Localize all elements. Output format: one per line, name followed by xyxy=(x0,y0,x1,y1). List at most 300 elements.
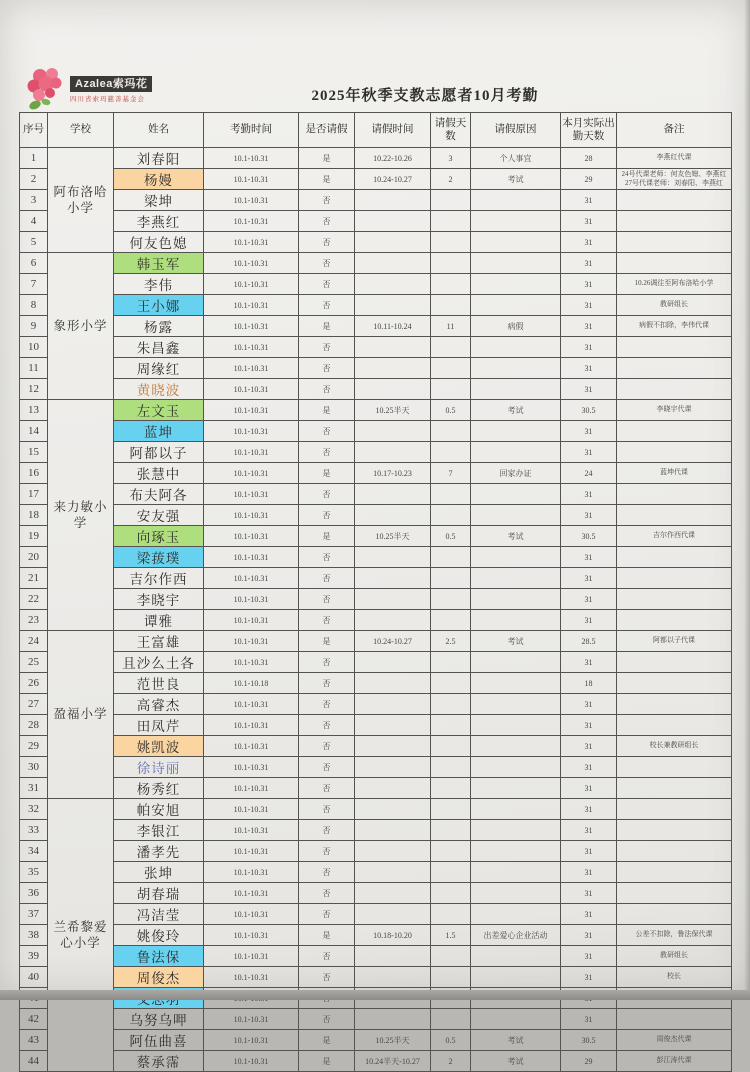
cell-leave-period xyxy=(355,715,431,736)
cell-leave-flag: 否 xyxy=(299,295,355,316)
cell-remark: 周俊杰代课 xyxy=(617,1030,732,1051)
cell-remark xyxy=(617,190,732,211)
cell-leave-flag: 是 xyxy=(299,925,355,946)
cell-attendance-period: 10.1-10.31 xyxy=(204,316,299,337)
cell-actual-days: 31 xyxy=(561,379,617,400)
cell-leave-reason xyxy=(471,484,561,505)
cell-leave-flag: 否 xyxy=(299,379,355,400)
cell-leave-flag: 否 xyxy=(299,442,355,463)
cell-volunteer-name: 姚凯波 xyxy=(114,736,204,757)
cell-leave-period: 10.24-10.27 xyxy=(355,169,431,190)
cell-serial-number: 44 xyxy=(20,1051,48,1072)
cell-leave-flag: 否 xyxy=(299,862,355,883)
cell-serial-number: 22 xyxy=(20,589,48,610)
table-header-row xyxy=(20,113,732,148)
cell-actual-days: 31 xyxy=(561,757,617,778)
cell-actual-days: 31 xyxy=(561,316,617,337)
cell-attendance-period: 10.1-10.31 xyxy=(204,778,299,799)
cell-actual-days: 31 xyxy=(561,1009,617,1030)
cell-actual-days: 24 xyxy=(561,463,617,484)
table-row xyxy=(20,211,732,232)
cell-volunteer-name: 梁坤 xyxy=(114,190,204,211)
cell-leave-flag: 否 xyxy=(299,610,355,631)
cell-leave-reason xyxy=(471,715,561,736)
cell-serial-number: 18 xyxy=(20,505,48,526)
cell-attendance-period: 10.1-10.31 xyxy=(204,547,299,568)
cell-attendance-period: 10.1-10.31 xyxy=(204,526,299,547)
cell-leave-flag: 是 xyxy=(299,1051,355,1072)
cell-leave-reason xyxy=(471,589,561,610)
cell-attendance-period: 10.1-10.31 xyxy=(204,589,299,610)
cell-remark: 教研组长 xyxy=(617,946,732,967)
cell-volunteer-name: 周俊杰 xyxy=(114,967,204,988)
table-row xyxy=(20,652,732,673)
cell-leave-period xyxy=(355,967,431,988)
cell-remark xyxy=(617,547,732,568)
cell-volunteer-name: 乌努乌呷 xyxy=(114,1009,204,1030)
cell-attendance-period: 10.1-10.31 xyxy=(204,253,299,274)
cell-volunteer-name: 胡春瑞 xyxy=(114,883,204,904)
cell-actual-days: 31 xyxy=(561,547,617,568)
cell-leave-days: 0.5 xyxy=(431,526,471,547)
table-row xyxy=(20,799,732,820)
cell-remark: 蓝坤代课 xyxy=(617,463,732,484)
cell-volunteer-name: 鲁法保 xyxy=(114,946,204,967)
cell-attendance-period: 10.1-10.31 xyxy=(204,1030,299,1051)
table-row xyxy=(20,694,732,715)
column-header: 本月实际出勤天数 xyxy=(561,113,617,148)
cell-serial-number: 4 xyxy=(20,211,48,232)
organization-name: Azalea索玛花 xyxy=(70,76,152,92)
cell-volunteer-name: 李晓宇 xyxy=(114,589,204,610)
cell-remark xyxy=(617,1009,732,1030)
cell-leave-period xyxy=(355,589,431,610)
cell-attendance-period: 10.1-10.31 xyxy=(204,631,299,652)
cell-attendance-period: 10.1-10.31 xyxy=(204,1051,299,1072)
cell-leave-reason: 考试 xyxy=(471,169,561,190)
column-header: 备注 xyxy=(617,113,732,148)
cell-leave-flag: 是 xyxy=(299,316,355,337)
cell-remark: 公差不扣除，鲁法保代课 xyxy=(617,925,732,946)
cell-leave-reason xyxy=(471,568,561,589)
cell-actual-days: 31 xyxy=(561,190,617,211)
cell-remark xyxy=(617,673,732,694)
column-header: 学校 xyxy=(48,113,114,148)
cell-leave-days xyxy=(431,337,471,358)
cell-leave-days xyxy=(431,673,471,694)
cell-leave-period xyxy=(355,820,431,841)
cell-leave-reason xyxy=(471,673,561,694)
cell-leave-flag: 是 xyxy=(299,148,355,169)
cell-leave-days: 7 xyxy=(431,463,471,484)
table-row xyxy=(20,400,732,421)
cell-actual-days: 31 xyxy=(561,736,617,757)
cell-actual-days: 31 xyxy=(561,442,617,463)
cell-serial-number: 28 xyxy=(20,715,48,736)
cell-leave-period xyxy=(355,295,431,316)
cell-serial-number: 15 xyxy=(20,442,48,463)
cell-actual-days: 31 xyxy=(561,421,617,442)
cell-leave-reason xyxy=(471,904,561,925)
cell-leave-period xyxy=(355,253,431,274)
cell-attendance-period: 10.1-10.31 xyxy=(204,883,299,904)
cell-remark xyxy=(617,379,732,400)
table-row xyxy=(20,421,732,442)
cell-serial-number: 24 xyxy=(20,631,48,652)
cell-serial-number: 38 xyxy=(20,925,48,946)
cell-attendance-period: 10.1-10.31 xyxy=(204,757,299,778)
cell-leave-flag: 是 xyxy=(299,1030,355,1051)
cell-volunteer-name: 徐诗丽 xyxy=(114,757,204,778)
cell-attendance-period: 10.1-10.31 xyxy=(204,400,299,421)
cell-leave-days: 2 xyxy=(431,1051,471,1072)
cell-leave-reason xyxy=(471,547,561,568)
cell-leave-flag: 否 xyxy=(299,421,355,442)
cell-leave-days xyxy=(431,589,471,610)
cell-leave-days xyxy=(431,736,471,757)
cell-remark: 教研组长 xyxy=(617,295,732,316)
cell-leave-reason: 回家办证 xyxy=(471,463,561,484)
cell-actual-days: 31 xyxy=(561,211,617,232)
scan-edge-shadow-right xyxy=(744,0,750,1000)
cell-leave-period xyxy=(355,274,431,295)
cell-volunteer-name: 谭雅 xyxy=(114,610,204,631)
cell-leave-reason xyxy=(471,379,561,400)
cell-leave-days xyxy=(431,568,471,589)
cell-actual-days: 31 xyxy=(561,778,617,799)
cell-leave-flag: 否 xyxy=(299,778,355,799)
table-row xyxy=(20,568,732,589)
cell-leave-flag: 是 xyxy=(299,631,355,652)
cell-volunteer-name: 阿都以子 xyxy=(114,442,204,463)
cell-leave-days: 1.5 xyxy=(431,925,471,946)
table-row xyxy=(20,316,732,337)
cell-volunteer-name: 刘春阳 xyxy=(114,148,204,169)
cell-serial-number: 29 xyxy=(20,736,48,757)
cell-leave-days xyxy=(431,253,471,274)
cell-leave-reason xyxy=(471,274,561,295)
cell-volunteer-name: 李银江 xyxy=(114,820,204,841)
cell-actual-days: 31 xyxy=(561,568,617,589)
cell-leave-days xyxy=(431,946,471,967)
table-row xyxy=(20,841,732,862)
cell-remark xyxy=(617,820,732,841)
cell-serial-number: 35 xyxy=(20,862,48,883)
cell-actual-days: 28.5 xyxy=(561,631,617,652)
cell-leave-days xyxy=(431,442,471,463)
table-row xyxy=(20,442,732,463)
cell-actual-days: 31 xyxy=(561,820,617,841)
cell-leave-reason xyxy=(471,253,561,274)
cell-leave-period: 10.18-10.20 xyxy=(355,925,431,946)
cell-leave-days xyxy=(431,862,471,883)
cell-leave-flag: 是 xyxy=(299,169,355,190)
cell-leave-reason xyxy=(471,610,561,631)
table-row xyxy=(20,505,732,526)
cell-leave-flag: 是 xyxy=(299,463,355,484)
cell-remark xyxy=(617,652,732,673)
cell-serial-number: 25 xyxy=(20,652,48,673)
cell-leave-flag: 是 xyxy=(299,526,355,547)
cell-actual-days: 31 xyxy=(561,232,617,253)
cell-leave-reason xyxy=(471,862,561,883)
cell-remark xyxy=(617,253,732,274)
cell-leave-period xyxy=(355,337,431,358)
cell-leave-flag: 否 xyxy=(299,505,355,526)
cell-volunteer-name: 左文玉 xyxy=(114,400,204,421)
cell-remark: 病假不扣除，李伟代课 xyxy=(617,316,732,337)
sheet-header xyxy=(0,0,750,112)
cell-leave-reason xyxy=(471,757,561,778)
cell-leave-days xyxy=(431,757,471,778)
cell-leave-period xyxy=(355,694,431,715)
cell-actual-days: 31 xyxy=(561,841,617,862)
cell-leave-flag: 否 xyxy=(299,211,355,232)
cell-leave-flag: 否 xyxy=(299,1009,355,1030)
cell-serial-number: 27 xyxy=(20,694,48,715)
cell-leave-reason xyxy=(471,736,561,757)
cell-volunteer-name: 李伟 xyxy=(114,274,204,295)
cell-attendance-period: 10.1-10.31 xyxy=(204,190,299,211)
table-row xyxy=(20,631,732,652)
cell-leave-days xyxy=(431,379,471,400)
cell-leave-flag: 否 xyxy=(299,547,355,568)
table-row xyxy=(20,547,732,568)
cell-leave-period xyxy=(355,211,431,232)
cell-attendance-period: 10.1-10.31 xyxy=(204,715,299,736)
cell-leave-flag: 否 xyxy=(299,274,355,295)
table-row xyxy=(20,736,732,757)
cell-actual-days: 31 xyxy=(561,295,617,316)
cell-attendance-period: 10.1-10.31 xyxy=(204,274,299,295)
cell-actual-days: 18 xyxy=(561,673,617,694)
cell-leave-reason xyxy=(471,421,561,442)
cell-leave-reason: 考试 xyxy=(471,1030,561,1051)
cell-leave-days xyxy=(431,295,471,316)
table-row xyxy=(20,946,732,967)
cell-leave-flag: 否 xyxy=(299,967,355,988)
cell-attendance-period: 10.1-10.31 xyxy=(204,862,299,883)
column-header: 姓名 xyxy=(114,113,204,148)
table-row xyxy=(20,274,732,295)
cell-leave-days xyxy=(431,484,471,505)
cell-leave-period xyxy=(355,547,431,568)
cell-attendance-period: 10.1-10.18 xyxy=(204,673,299,694)
cell-serial-number: 36 xyxy=(20,883,48,904)
cell-volunteer-name: 杨嫚 xyxy=(114,169,204,190)
cell-remark: 24号代课老师：何友色媳、李燕红 27号代课老师：刘春阳、李燕红 xyxy=(617,169,732,190)
cell-attendance-period: 10.1-10.31 xyxy=(204,904,299,925)
cell-remark: 彭江涛代课 xyxy=(617,1051,732,1072)
cell-volunteer-name: 杨露 xyxy=(114,316,204,337)
table-row xyxy=(20,1051,732,1072)
cell-volunteer-name: 潘孝先 xyxy=(114,841,204,862)
cell-actual-days: 31 xyxy=(561,904,617,925)
cell-serial-number: 43 xyxy=(20,1030,48,1051)
cell-volunteer-name: 张坤 xyxy=(114,862,204,883)
cell-leave-days xyxy=(431,778,471,799)
cell-attendance-period: 10.1-10.31 xyxy=(204,610,299,631)
cell-leave-flag: 否 xyxy=(299,253,355,274)
cell-attendance-period: 10.1-10.31 xyxy=(204,1009,299,1030)
cell-leave-flag: 否 xyxy=(299,883,355,904)
cell-volunteer-name: 韩玉军 xyxy=(114,253,204,274)
cell-attendance-period: 10.1-10.31 xyxy=(204,232,299,253)
cell-leave-reason: 病假 xyxy=(471,316,561,337)
cell-leave-reason: 考试 xyxy=(471,1051,561,1072)
cell-leave-flag: 否 xyxy=(299,694,355,715)
cell-remark: 校长 xyxy=(617,967,732,988)
cell-leave-reason xyxy=(471,337,561,358)
cell-leave-period xyxy=(355,484,431,505)
cell-leave-period: 10.25半天 xyxy=(355,400,431,421)
table-row xyxy=(20,232,732,253)
cell-remark xyxy=(617,232,732,253)
cell-serial-number: 30 xyxy=(20,757,48,778)
cell-leave-flag: 否 xyxy=(299,337,355,358)
table-row xyxy=(20,589,732,610)
cell-actual-days: 31 xyxy=(561,652,617,673)
table-row xyxy=(20,1009,732,1030)
cell-serial-number: 31 xyxy=(20,778,48,799)
cell-serial-number: 37 xyxy=(20,904,48,925)
cell-actual-days: 31 xyxy=(561,967,617,988)
cell-remark xyxy=(617,862,732,883)
cell-remark: 10.26调往至阿布洛哈小学 xyxy=(617,274,732,295)
cell-serial-number: 17 xyxy=(20,484,48,505)
cell-leave-flag: 否 xyxy=(299,946,355,967)
cell-leave-reason xyxy=(471,232,561,253)
cell-leave-reason: 个人事宜 xyxy=(471,148,561,169)
cell-actual-days: 31 xyxy=(561,253,617,274)
cell-leave-period xyxy=(355,190,431,211)
cell-attendance-period: 10.1-10.31 xyxy=(204,442,299,463)
cell-leave-days xyxy=(431,883,471,904)
cell-attendance-period: 10.1-10.31 xyxy=(204,295,299,316)
cell-remark: 李燕红代课 xyxy=(617,148,732,169)
cell-remark xyxy=(617,211,732,232)
cell-leave-days: 0.5 xyxy=(431,1030,471,1051)
cell-serial-number: 3 xyxy=(20,190,48,211)
cell-volunteer-name: 姚俊玲 xyxy=(114,925,204,946)
cell-remark xyxy=(617,799,732,820)
cell-volunteer-name: 范世良 xyxy=(114,673,204,694)
table-row xyxy=(20,526,732,547)
cell-attendance-period: 10.1-10.31 xyxy=(204,484,299,505)
cell-serial-number: 26 xyxy=(20,673,48,694)
cell-leave-reason xyxy=(471,967,561,988)
cell-attendance-period: 10.1-10.31 xyxy=(204,379,299,400)
cell-leave-period xyxy=(355,904,431,925)
cell-leave-period: 10.17-10.23 xyxy=(355,463,431,484)
cell-leave-reason: 出差爱心企业活动 xyxy=(471,925,561,946)
cell-serial-number: 10 xyxy=(20,337,48,358)
cell-remark xyxy=(617,610,732,631)
cell-leave-days xyxy=(431,421,471,442)
cell-leave-flag: 否 xyxy=(299,652,355,673)
cell-leave-flag: 否 xyxy=(299,358,355,379)
cell-actual-days: 31 xyxy=(561,589,617,610)
column-header: 序号 xyxy=(20,113,48,148)
cell-remark xyxy=(617,589,732,610)
cell-serial-number: 9 xyxy=(20,316,48,337)
cell-attendance-period: 10.1-10.31 xyxy=(204,841,299,862)
cell-serial-number: 40 xyxy=(20,967,48,988)
cell-remark xyxy=(617,421,732,442)
cell-leave-days: 11 xyxy=(431,316,471,337)
cell-leave-period xyxy=(355,673,431,694)
cell-leave-reason: 考试 xyxy=(471,631,561,652)
cell-attendance-period: 10.1-10.31 xyxy=(204,799,299,820)
cell-remark xyxy=(617,442,732,463)
cell-actual-days: 31 xyxy=(561,610,617,631)
cell-leave-days xyxy=(431,190,471,211)
cell-leave-days xyxy=(431,715,471,736)
cell-leave-reason: 考试 xyxy=(471,400,561,421)
cell-actual-days: 29 xyxy=(561,1051,617,1072)
cell-serial-number: 13 xyxy=(20,400,48,421)
cell-remark xyxy=(617,484,732,505)
cell-attendance-period: 10.1-10.31 xyxy=(204,169,299,190)
cell-remark xyxy=(617,778,732,799)
cell-leave-period xyxy=(355,358,431,379)
table-row xyxy=(20,820,732,841)
cell-leave-days: 3 xyxy=(431,148,471,169)
cell-leave-reason xyxy=(471,694,561,715)
cell-leave-flag: 否 xyxy=(299,568,355,589)
cell-remark xyxy=(617,841,732,862)
cell-remark xyxy=(617,757,732,778)
cell-volunteer-name: 蓝坤 xyxy=(114,421,204,442)
cell-attendance-period: 10.1-10.31 xyxy=(204,463,299,484)
page-title: 2025年秋季支教志愿者10月考勤 xyxy=(311,88,539,104)
cell-volunteer-name: 阿伍曲喜 xyxy=(114,1030,204,1051)
cell-attendance-period: 10.1-10.31 xyxy=(204,925,299,946)
cell-remark xyxy=(617,337,732,358)
cell-remark xyxy=(617,568,732,589)
cell-volunteer-name: 蔡承霈 xyxy=(114,1051,204,1072)
cell-actual-days: 31 xyxy=(561,946,617,967)
cell-leave-flag: 否 xyxy=(299,232,355,253)
cell-remark: 校长兼教研组长 xyxy=(617,736,732,757)
cell-volunteer-name: 帕安旭 xyxy=(114,799,204,820)
table-row xyxy=(20,883,732,904)
cell-volunteer-name: 王小娜 xyxy=(114,295,204,316)
cell-serial-number: 16 xyxy=(20,463,48,484)
cell-volunteer-name: 周缘红 xyxy=(114,358,204,379)
cell-leave-days xyxy=(431,547,471,568)
cell-actual-days: 29 xyxy=(561,169,617,190)
cell-attendance-period: 10.1-10.31 xyxy=(204,148,299,169)
cell-attendance-period: 10.1-10.31 xyxy=(204,568,299,589)
cell-leave-period: 10.22-10.26 xyxy=(355,148,431,169)
cell-attendance-period: 10.1-10.31 xyxy=(204,967,299,988)
cell-leave-reason xyxy=(471,358,561,379)
table-row xyxy=(20,967,732,988)
cell-actual-days: 31 xyxy=(561,925,617,946)
cell-leave-flag: 否 xyxy=(299,715,355,736)
cell-volunteer-name: 杨秀红 xyxy=(114,778,204,799)
cell-serial-number: 34 xyxy=(20,841,48,862)
attendance-table xyxy=(19,112,732,1072)
organization-subtitle: 四川省索玛慈善基金会 xyxy=(70,96,145,103)
column-header: 请假天数 xyxy=(431,113,471,148)
cell-school-name: 象形小学 xyxy=(48,253,114,400)
column-header: 请假原因 xyxy=(471,113,561,148)
cell-remark: 李晓宇代课 xyxy=(617,400,732,421)
cell-leave-reason xyxy=(471,820,561,841)
cell-leave-days: 2 xyxy=(431,169,471,190)
